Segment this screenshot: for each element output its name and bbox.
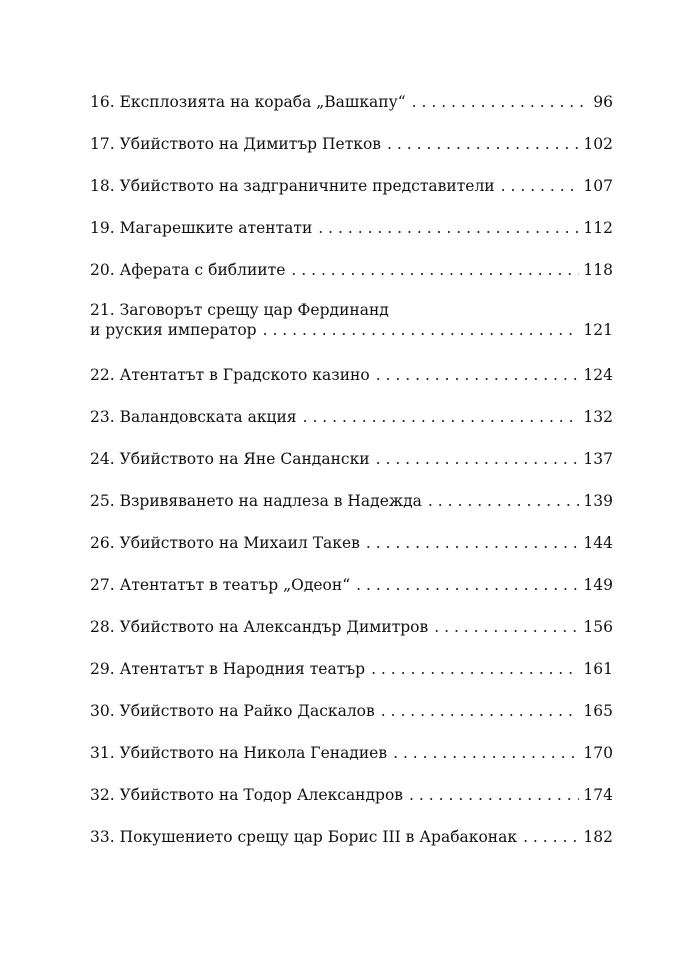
dot-leader [393,743,579,763]
toc-entry [90,449,613,469]
toc-entry-page: 156 [583,618,613,636]
toc-entry-page: 118 [583,261,613,279]
dot-leader [371,659,579,679]
toc-entry [90,134,613,154]
dot-leader [366,533,580,553]
toc-entry-page: 144 [583,534,613,552]
dot-leader [428,491,579,511]
dot-leader [409,785,579,805]
toc-entry-title: 28. Убийството на Александър Димитров [90,618,429,636]
toc-entry [90,218,613,238]
toc-entry [90,533,613,553]
dot-leader [303,407,580,427]
toc-entry [90,827,613,847]
toc-entry-title: 31. Убийството на Никола Генадиев [90,744,388,762]
toc-entry-page: 174 [583,786,613,804]
toc-entry-title: 25. Взривяването на надлеза в Надежда [90,492,422,510]
toc-entry-title: 18. Убийството на задграничните представители [90,177,495,195]
toc-entry [90,300,613,340]
dot-leader [376,365,580,385]
toc-entry-title: 20. Аферата с библиите [90,261,286,279]
toc-entry-page: 182 [583,828,613,846]
toc-entry-title: 29. Атентатът в Народния театър [90,660,366,678]
toc-entry-title: 32. Убийството на Тодор Александров [90,786,404,804]
toc-entry-page: 124 [583,366,613,384]
toc-entry [90,491,613,511]
dot-leader [412,92,590,112]
toc-entry-title: 22. Атентатът в Градското казино [90,366,370,384]
toc-entry-title: 17. Убийството на Димитър Петков [90,135,382,153]
toc-entry-page: 170 [583,744,613,762]
toc-entry [90,743,613,763]
toc-entry [90,365,613,385]
toc-entry [90,176,613,196]
toc-entry-title: 23. Валандовската акция [90,408,297,426]
toc-entry-title: 19. Магарешките атентати [90,219,313,237]
toc-entry-page: 132 [583,408,613,426]
toc-entry-page: 165 [583,702,613,720]
toc-entry [90,407,613,427]
toc-entry-title: и руския император [90,321,257,339]
toc-entry-title: 30. Убийството на Райко Даскалов [90,702,375,720]
toc-entry [90,785,613,805]
toc-entry-title: 24. Убийството на Яне Сандански [90,450,370,468]
toc-entry [90,260,613,280]
toc-entry-title-line1: 21. Заговорът срещу цар Фердинанд [90,301,389,319]
toc-entry-page: 121 [583,321,613,339]
toc-entry [90,92,613,112]
toc-entry-page: 96 [593,93,613,111]
dot-leader [291,260,579,280]
dot-leader [376,449,580,469]
toc-entry [90,617,613,637]
toc-entry-page: 112 [583,219,613,237]
dot-leader [387,134,579,154]
dot-leader [263,320,580,340]
toc-entry [90,659,613,679]
dot-leader [523,827,579,847]
toc-entry-page: 139 [583,492,613,510]
toc-entry-page: 149 [583,576,613,594]
toc-entry-title: 16. Експлозията на кораба „Вашкапу“ [90,93,406,111]
dot-leader [501,176,580,196]
dot-leader [381,701,580,721]
toc-entry-title: 26. Убийството на Михаил Такев [90,534,360,552]
toc-entry-page: 102 [583,135,613,153]
toc-entry-page: 161 [583,660,613,678]
toc-entry [90,701,613,721]
dot-leader [318,218,579,238]
toc-entry [90,575,613,595]
dot-leader [356,575,579,595]
toc-entry-title: 27. Атентатът в театър „Одеон“ [90,576,351,594]
dot-leader [434,617,579,637]
toc-entry-title: 33. Покушението срещу цар Борис III в Арабаконак [90,828,518,846]
toc-entry-page: 137 [583,450,613,468]
toc-entry-page: 107 [583,177,613,195]
